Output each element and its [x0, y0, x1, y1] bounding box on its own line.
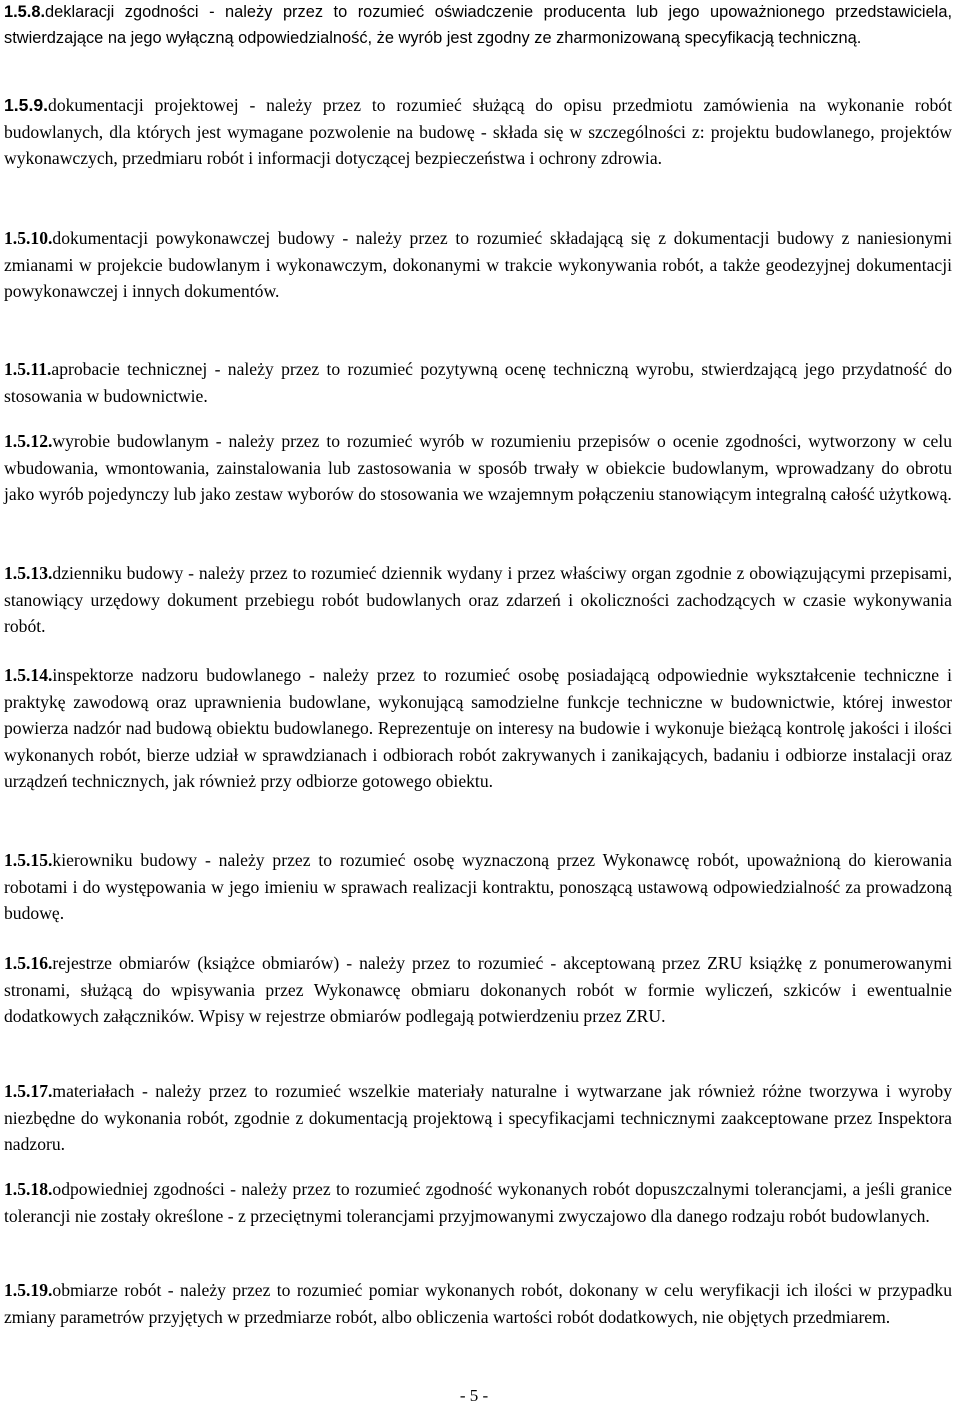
definition-text: dzienniku budowy - należy przez to rozumieć dziennik wydany i przez właściwy organ zgodnie z obowiązującymi przepisami, stanowiący urzędowy dokument przebiegu robót budowlanych oraz zdarzeń i okoliczności zachodzących w czasie wykonywania robót. — [4, 563, 952, 636]
definition-1-5-11 — [4, 356, 952, 409]
definition-number: 1.5.19. — [4, 1280, 53, 1300]
definition-number: 1.5.13. — [4, 563, 53, 583]
definition-1-5-15 — [4, 847, 952, 927]
definition-1-5-13 — [4, 560, 952, 640]
definition-number: 1.5.14. — [4, 665, 53, 685]
definition-1-5-10 — [4, 225, 952, 305]
definition-text: dokumentacji projektowej - należy przez to rozumieć służącą do opisu przedmiotu zamówienia na wykonanie robót budowlanych, dla których jest wymagane pozwolenie na budowę - składa się w szczególności z: projektu budowlanego, projektów wykonawczych, przedmiaru robót i informacji dotyczącej bezpieczeństwa i ochrony zdrowia. — [4, 95, 952, 168]
definition-1-5-19 — [4, 1277, 952, 1330]
definition-number: 1.5.15. — [4, 850, 53, 870]
definition-number: 1.5.11. — [4, 359, 52, 379]
definition-number: 1.5.18. — [4, 1179, 53, 1199]
definition-text: rejestrze obmiarów (książce obmiarów) - należy przez to rozumieć - akceptowaną przez ZRU książkę z ponumerowanymi stronami, służącą do wpisywania przez Wykonawcę obmiaru dokonanych robót w formie wyliczeń, szkiców i ewentualnie dodatkowych załączników. Wpisy w rejestrze obmiarów podlegają potwierdzeniu przez ZRU. — [4, 953, 952, 1026]
definition-1-5-9 — [4, 92, 952, 172]
definition-number: 1.5.17. — [4, 1081, 53, 1101]
definition-number: 1.5.16. — [4, 953, 53, 973]
definition-number: 1.5.10. — [4, 228, 53, 248]
page-number: - 5 - — [459, 1386, 489, 1405]
definition-1-5-17 — [4, 1078, 952, 1158]
definition-text: kierowniku budowy - należy przez to rozumieć osobę wyznaczoną przez Wykonawcę robót, upoważnioną do kierowania robotami i do występowania w jego imieniu w sprawach realizacji kontraktu, ponoszącą ustawową odpowiedzialność za prowadzoną budowę. — [4, 850, 952, 923]
definition-1-5-14 — [4, 662, 952, 795]
definition-text: deklaracji zgodności - należy przez to rozumieć oświadczenie producenta lub jego upoważnionego przedstawiciela, stwierdzające na jego wyłączną odpowiedzialność, że wyrób jest zgodny ze zharmonizowaną specyfikacją techniczną. — [4, 3, 952, 47]
definition-text: aprobacie technicznej - należy przez to rozumieć pozytywną ocenę techniczną wyrobu, stwierdzającą jego przydatność do stosowania w budownictwie. — [4, 359, 952, 406]
definition-1-5-12 — [4, 428, 952, 508]
definition-text: inspektorze nadzoru budowlanego - należy przez to rozumieć osobę posiadającą odpowiednie wykształcenie techniczne i praktykę zawodową oraz uprawnienia budowlane, wykonującą samodzielne funkcje techniczne w budownictwie, której inwestor powierza nadzór nad budową obiektu budowlanego. Reprezentuje on interesy na budowie i wykonuje bieżącą kontrolę jakości i ilości wykonanych robót, bierze udział w sprawdzianach i odbiorach robót zakrywanych i zanikających, badaniu i odbiorze instalacji oraz urządzeń technicznych, jak również przy odbiorze gotowego obiektu. — [4, 665, 952, 791]
definition-text: dokumentacji powykonawczej budowy - należy przez to rozumieć składającą się z dokumentacji budowy z naniesionymi zmianami w projekcie budowlanym i wykonawczym, dokonanymi w trakcie wykonywania robót, a także geodezyjnej dokumentacji powykonawczej i innych dokumentów. — [4, 228, 952, 301]
definition-text: odpowiedniej zgodności - należy przez to rozumieć zgodność wykonanych robót dopuszczalnymi tolerancjami, a jeśli granice tolerancji nie zostały określone - z przeciętnymi tolerancjami przyjmowanymi zwyczajowo dla danego rodzaju robót budowlanych. — [4, 1179, 952, 1226]
definition-1-5-16 — [4, 950, 952, 1030]
definition-text: obmiarze robót - należy przez to rozumieć pomiar wykonanych robót, dokonany w celu weryfikacji ich ilości w przypadku zmiany parametrów przyjętych w przedmiarze robót, albo obliczenia wartości robót dodatkowych, nie objętych przedmiarem. — [4, 1280, 952, 1327]
definition-text: wyrobie budowlanym - należy przez to rozumieć wyrób w rozumieniu przepisów o ocenie zgodności, wytworzony w celu wbudowania, wmontowania, zainstalowania lub zastosowania w sposób trwały w obiekcie budowlanym, wprowadzany do obrotu jako wyrób pojedynczy lub jako zestaw wyborów do stosowania we wzajemnym połączeniu stanowiącym integralną całość użytkową. — [4, 431, 952, 504]
definition-text: materiałach - należy przez to rozumieć wszelkie materiały naturalne i wytwarzane jak również różne tworzywa i wyroby niezbędne do wykonania robót, zgodnie z dokumentacją projektową i specyfikacjami technicznymi zaakceptowane przez Inspektora nadzoru. — [4, 1081, 952, 1154]
definition-number: 1.5.8. — [4, 3, 46, 21]
definition-1-5-8 — [4, 0, 952, 51]
definition-number: 1.5.12. — [4, 431, 53, 451]
definition-number: 1.5.9. — [4, 95, 49, 115]
definition-1-5-18 — [4, 1176, 952, 1229]
